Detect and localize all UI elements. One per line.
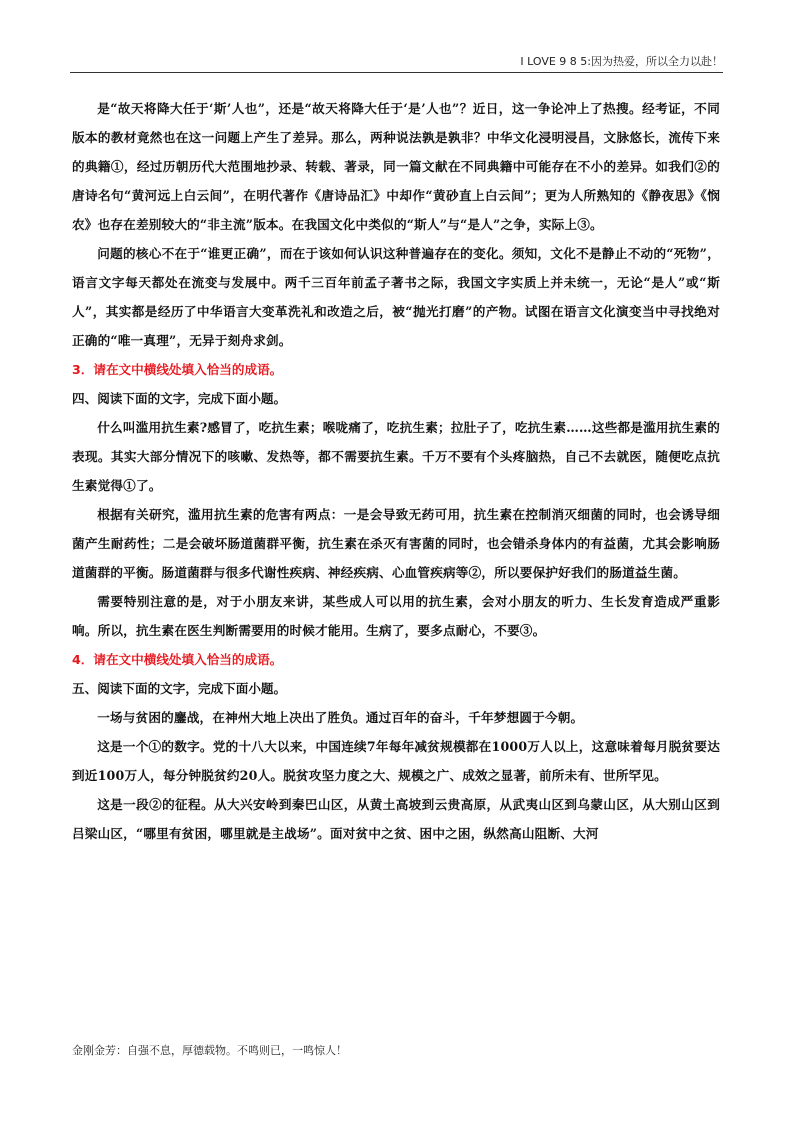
section-5-heading: 五、阅读下面的文字，完成下面小题。 [72,681,287,696]
paragraph-4: 根据有关研究，滥用抗生素的危害有两点：一是会导致无药可用，抗生素在控制消灭细菌的同时，也会诱导细菌产生耐药性；二是会破坏肠道菌群平衡，抗生素在杀灭有害菌的同时，也会错杀身体内的有益菌，尤其会影响肠道菌群的平衡。肠道菌群与很多代谢性疾病、神经疾病、心血管疾病等②，所以要保护好我们的肠道益生菌。 [72,507,720,580]
question-3: 3．请在文中横线处填入恰当的成语。 [72,362,283,377]
paragraph-6: 一场与贫困的鏖战，在神州大地上决出了胜负。通过百年的奋斗，千年梦想圆于今朝。 [97,710,584,725]
question-4: 4．请在文中横线处填入恰当的成语。 [72,652,283,667]
paragraph-8: 这是一段②的征程。从大兴安岭到秦巴山区，从黄土高坡到云贵高原，从武夷山区到乌蒙山区，从大别山区到吕梁山区，“哪里有贫困，哪里就是主战场”。面对贫中之贫、困中之困，纵然高山阻断、大河 [72,797,720,841]
paragraph-7: 这是一个①的数字。党的十八大以来，中国连续7年每年减贫规模都在1000万人以上，这意味着每月脱贫要达到近100万人，每分钟脱贫约20人。脱贫攻坚力度之大、规模之广、成效之显著，前所未有、世所罕见。 [72,739,720,783]
section-4-heading: 四、阅读下面的文字，完成下面小题。 [72,391,287,406]
paragraph-1: 是“故天将降大任于‘斯’人也”，还是“故天将降大任于‘是’人也”？近日，这一争论冲上了热搜。经考证，不同版本的教材竟然也在这一问题上产生了差异。那么，两种说法孰是孰非？中华文化浸明浸昌，文脉悠长，流传下来的典籍①，经过历朝历代大范围地抄录、转载、著录，同一篇文献在不同典籍中可能存在不小的差异。如我们②的唐诗名句“黄河远上白云间”，在明代著作《唐诗品汇》中却作“黄砂直上白云间”；更为人所熟知的《静夜思》《悯农》也存在差别较大的“非主流”版本。在我国文化中类似的“斯人”与“是人”之争，实际上③。 [72,101,720,232]
paragraph-2: 问题的核心不在于“谁更正确”，而在于该如何认识这种普遍存在的变化。须知，文化不是静止不动的“死物”，语言文字每天都处在流变与发展中。两千三百年前孟子著书之际，我国文字实质上并未统一，无论“是人”或“斯人”，其实都是经历了中华语言大变革洗礼和改造之后，被“抛光打磨”的产物。试图在语言文化演变当中寻找绝对正确的“唯一真理”，无异于刻舟求剑。 [72,246,720,348]
paragraph-5: 需要特别注意的是，对于小朋友来讲，某些成人可以用的抗生素，会对小朋友的听力、生长发育造成严重影响。所以，抗生素在医生判断需要用的时候才能用。生病了，要多点耐心，不要③。 [72,594,720,638]
paragraph-3: 什么叫滥用抗生素?感冒了，吃抗生素；喉咙痛了，吃抗生素；拉肚子了，吃抗生素……这些都是滥用抗生素的表现。其实大部分情况下的咳嗽、发热等，都不需要抗生素。千万不要有个头疼脑热，自己不去就医，随便吃点抗生素觉得①了。 [72,420,720,493]
document-body [72,94,720,848]
page-header: I LOVE 9 8 5:因为热爱，所以全力以赴！ [70,54,723,73]
page-footer: 金刚金芳：自强不息，厚德载物。不鸣则已，一鸣惊人！ [72,1044,347,1057]
